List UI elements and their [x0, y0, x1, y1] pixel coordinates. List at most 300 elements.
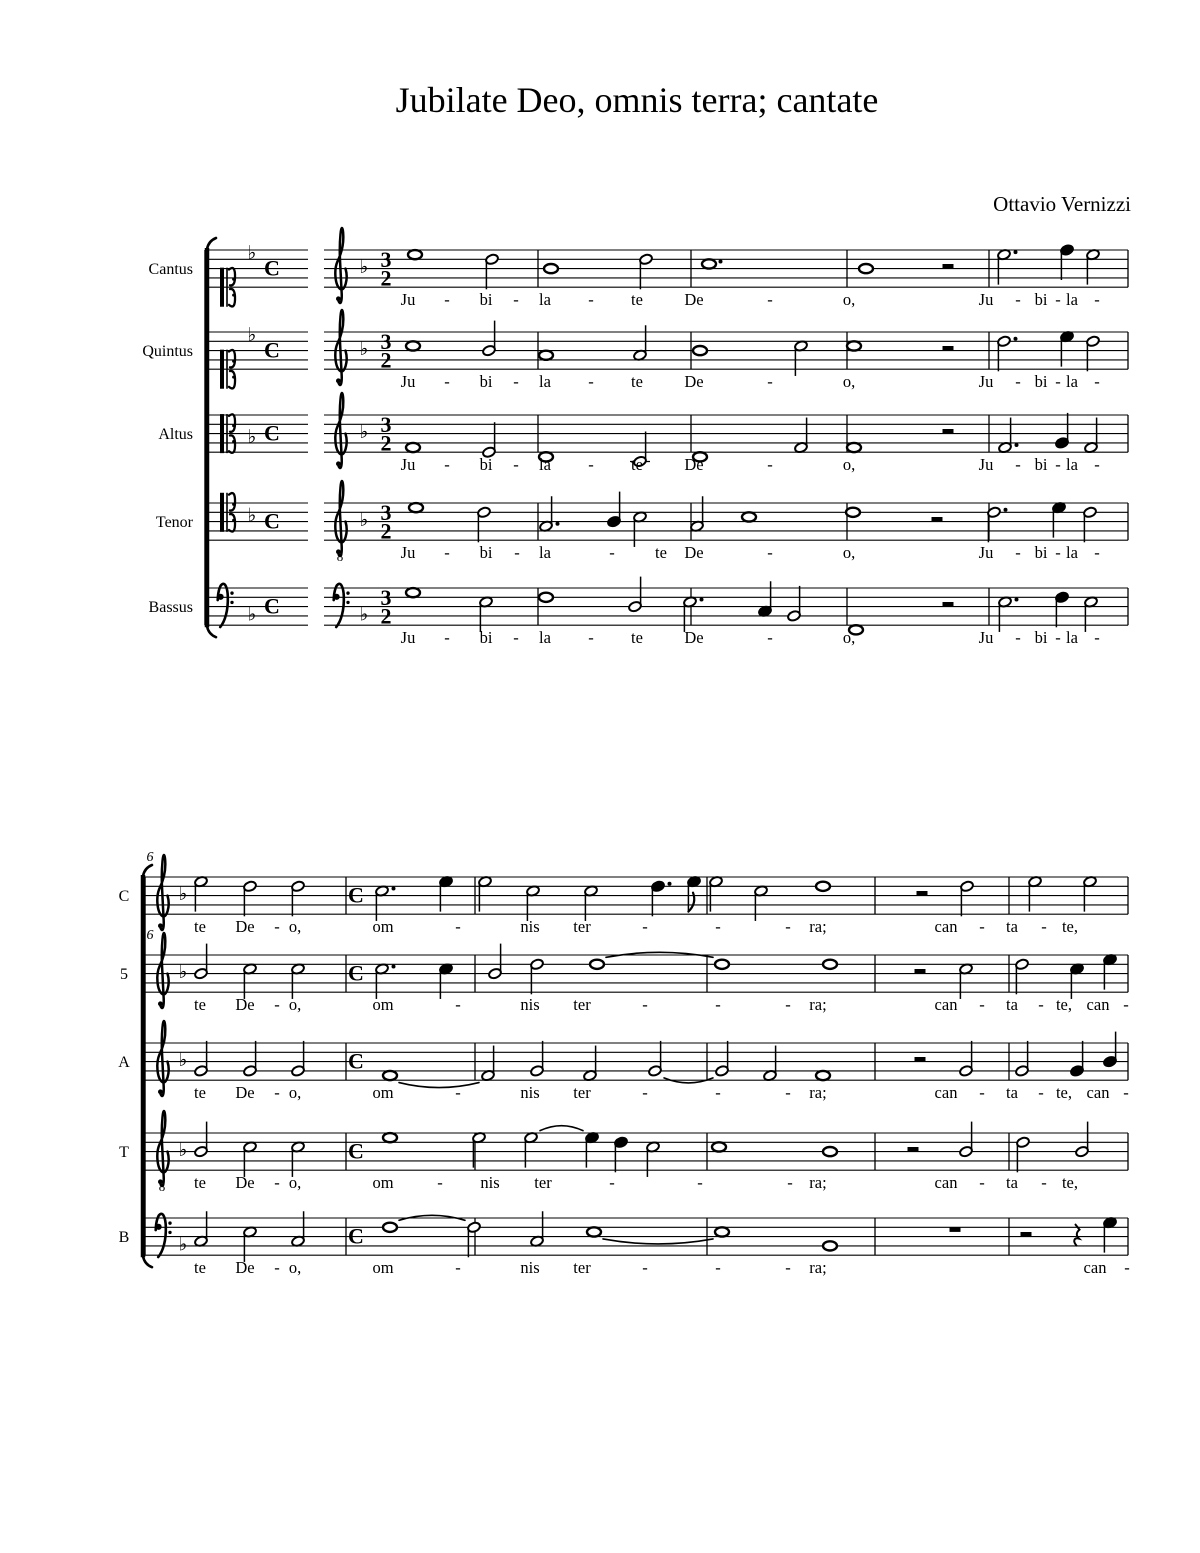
time-sig-numerator: 3	[380, 499, 392, 525]
common-time-sig: C	[348, 960, 364, 986]
augmentation-dot	[1015, 597, 1019, 601]
whole-note	[859, 264, 873, 273]
lyric-syllable: -	[1055, 290, 1061, 310]
lyric-syllable: ta	[1006, 995, 1018, 1015]
lyric-syllable: te	[631, 290, 643, 310]
treble-clef	[157, 1021, 168, 1096]
lyric-syllable: la	[539, 628, 551, 648]
flat-sign: ♭	[247, 425, 257, 448]
lyric-syllable: -	[1123, 1083, 1129, 1103]
lyric-syllable: -	[1124, 1258, 1130, 1278]
flat-sign: ♭	[359, 256, 369, 279]
whole-note	[847, 443, 861, 452]
half-rest	[943, 264, 954, 269]
lyric-syllable: -	[787, 1173, 793, 1193]
flat-sign: ♭	[178, 1139, 188, 1162]
system-bracket-hook	[207, 238, 216, 249]
lyric-syllable: De	[235, 917, 255, 937]
clef-octave-8: 8	[336, 549, 344, 565]
lyric-syllable: ta	[1006, 1083, 1018, 1103]
c-clef-dot	[232, 294, 235, 297]
lyric-syllable: -	[767, 290, 773, 310]
treble-clef-dot	[336, 461, 341, 466]
lyric-syllable: De	[684, 455, 704, 475]
lyric-syllable: -	[274, 1083, 280, 1103]
whole-note	[823, 1241, 837, 1250]
lyric-syllable: bi	[1034, 455, 1048, 475]
bass-clef-dot	[346, 601, 349, 604]
lyric-syllable: la	[1066, 628, 1078, 648]
c-clef-curl	[229, 350, 235, 367]
lyric-syllable: -	[979, 917, 985, 937]
lyric-syllable: De	[684, 290, 704, 310]
treble-clef-dot	[336, 296, 341, 301]
common-time-sig: C	[348, 882, 364, 908]
lyric-syllable: -	[979, 1083, 985, 1103]
lyric-syllable: -	[455, 1083, 461, 1103]
time-sig-numerator: 3	[380, 584, 392, 610]
lyric-syllable: -	[1094, 543, 1100, 563]
lyric-syllable: te	[631, 455, 643, 475]
whole-note	[539, 593, 553, 602]
lyric-syllable: -	[455, 1258, 461, 1278]
c-clef-curl	[229, 493, 235, 510]
lyric-syllable: -	[1038, 995, 1044, 1015]
lyric-syllable: De	[684, 628, 704, 648]
flat-sign: ♭	[247, 603, 257, 626]
system-bracket-hook	[207, 626, 216, 637]
lyric-syllable: bi	[479, 543, 493, 563]
treble-clef	[335, 393, 346, 468]
bass-clef	[218, 584, 228, 627]
staff-label-altus: Altus	[158, 426, 193, 444]
lyric-syllable: Ju	[400, 290, 416, 310]
treble-clef-dot	[158, 1001, 163, 1006]
lyric-syllable: te	[631, 372, 643, 392]
staff-label-c: C	[118, 888, 130, 906]
lyric-syllable: Ju	[978, 372, 994, 392]
lyric-syllable: te	[194, 1083, 206, 1103]
lyric-syllable: Ju	[400, 628, 416, 648]
lyric-syllable: nis	[520, 917, 540, 937]
lyric-syllable: -	[642, 1258, 648, 1278]
clef-octave-8: 8	[158, 1179, 166, 1195]
c-clef-curl	[229, 514, 235, 531]
common-time-sig: C	[264, 593, 280, 619]
lyric-syllable: -	[514, 543, 520, 563]
half-rest	[943, 429, 954, 434]
lyric-syllable: -	[979, 1173, 985, 1193]
lyric-syllable: De	[235, 1173, 255, 1193]
whole-note	[715, 1227, 729, 1236]
lyric-syllable: -	[1055, 628, 1061, 648]
half-rest	[943, 602, 954, 607]
lyric-syllable: -	[1055, 455, 1061, 475]
lyric-syllable: o,	[288, 1083, 302, 1103]
lyric-syllable: om	[372, 1258, 394, 1278]
lyric-syllable: -	[609, 1173, 615, 1193]
lyric-syllable: -	[767, 455, 773, 475]
tie-slur	[603, 1239, 713, 1244]
time-sig-numerator: 3	[380, 328, 392, 354]
lyric-syllable: ra;	[809, 1258, 827, 1278]
whole-note	[816, 1071, 830, 1080]
lyric-syllable: -	[642, 917, 648, 937]
staff-label-5: 5	[120, 966, 128, 984]
lyric-syllable: om	[372, 1173, 394, 1193]
time-sig-numerator: 3	[380, 246, 392, 272]
lyric-syllable: can	[1086, 1083, 1110, 1103]
lyric-syllable: nis	[520, 1258, 540, 1278]
treble-clef	[157, 933, 168, 1008]
lyric-syllable: la	[1066, 372, 1078, 392]
lyric-syllable: -	[715, 1083, 721, 1103]
whole-note	[742, 512, 756, 521]
lyric-syllable: o,	[842, 455, 856, 475]
lyric-syllable: can	[934, 1173, 958, 1193]
time-sig-denominator: 2	[380, 265, 392, 291]
half-rest	[908, 1147, 919, 1152]
measure-number: 6	[146, 928, 154, 943]
lyric-syllable: -	[785, 1258, 791, 1278]
lyric-syllable: -	[1015, 290, 1021, 310]
time-sig-denominator: 2	[380, 347, 392, 373]
staff-label-tenor: Tenor	[155, 514, 193, 532]
treble-clef	[157, 855, 168, 930]
time-sig-denominator: 2	[380, 603, 392, 629]
common-time-sig: C	[264, 255, 280, 281]
lyric-syllable: Ju	[978, 628, 994, 648]
lyric-syllable: om	[372, 995, 394, 1015]
lyric-syllable: -	[513, 290, 519, 310]
lyric-syllable: Ju	[978, 455, 994, 475]
staff-label-quintus: Quintus	[142, 343, 193, 361]
lyric-syllable: De	[235, 1258, 255, 1278]
treble-clef-dot	[158, 923, 163, 928]
lyric-syllable: te	[631, 628, 643, 648]
lyric-syllable: o,	[842, 543, 856, 563]
c-clef-dot	[232, 278, 235, 281]
lyric-syllable: ta	[1006, 917, 1018, 937]
whole-note	[702, 259, 716, 268]
half-rest	[1021, 1232, 1032, 1237]
lyric-syllable: -	[444, 628, 450, 648]
staff-label-bassus: Bassus	[148, 599, 193, 617]
lyric-syllable: -	[588, 372, 594, 392]
c-clef-dot	[232, 519, 235, 522]
score-content	[118, 228, 1130, 1277]
lyric-syllable: la	[539, 543, 551, 563]
lyric-syllable: om	[372, 917, 394, 937]
bass-clef-dot	[230, 591, 233, 594]
lyric-syllable: -	[979, 995, 985, 1015]
lyric-syllable: De	[684, 543, 704, 563]
lyric-syllable: bi	[1034, 372, 1048, 392]
lyric-syllable: -	[513, 455, 519, 475]
piece-title: Jubilate Deo, omnis terra; cantate	[395, 80, 879, 120]
augmentation-dot	[1014, 337, 1018, 341]
augmentation-dot	[1004, 508, 1008, 512]
lyric-syllable: -	[274, 1258, 280, 1278]
common-time-sig: C	[264, 420, 280, 446]
composer-name: Ottavio Vernizzi	[993, 192, 1131, 216]
lyric-syllable: la	[1066, 290, 1078, 310]
flat-sign: ♭	[178, 1233, 188, 1256]
lyric-syllable: te	[194, 1258, 206, 1278]
bass-clef-dot	[168, 1221, 171, 1224]
lyric-syllable: -	[767, 372, 773, 392]
half-rest	[915, 969, 926, 974]
augmentation-dot	[1015, 443, 1019, 447]
lyric-syllable: -	[1094, 628, 1100, 648]
lyric-syllable: te	[194, 1173, 206, 1193]
flat-sign: ♭	[178, 883, 188, 906]
treble-clef	[335, 310, 346, 385]
lyric-syllable: De	[235, 995, 255, 1015]
whole-note	[693, 346, 707, 355]
lyric-syllable: can	[1086, 995, 1110, 1015]
time-sig-denominator: 2	[380, 430, 392, 456]
lyric-syllable: ter	[573, 917, 591, 937]
lyric-syllable: -	[642, 995, 648, 1015]
lyric-syllable: Ju	[978, 543, 994, 563]
lyric-syllable: te	[194, 995, 206, 1015]
lyric-syllable: te	[194, 917, 206, 937]
lyric-syllable: te,	[1055, 1083, 1073, 1103]
c-clef-curl	[229, 371, 235, 388]
lyric-syllable: bi	[479, 628, 493, 648]
lyric-syllable: la	[1066, 543, 1078, 563]
lyric-syllable: ra;	[809, 1173, 827, 1193]
common-time-sig: C	[348, 1048, 364, 1074]
lyric-syllable: -	[609, 543, 615, 563]
lyric-syllable: ter	[573, 1083, 591, 1103]
whole-note	[590, 960, 604, 969]
lyric-syllable: Ju	[400, 372, 416, 392]
lyric-syllable: Ju	[978, 290, 994, 310]
lyric-syllable: ta	[1006, 1173, 1018, 1193]
lyric-syllable: la	[539, 455, 551, 475]
lyric-syllable: can	[934, 917, 958, 937]
flat-sign: ♭	[247, 324, 257, 347]
lyric-syllable: -	[642, 1083, 648, 1103]
lyric-syllable: la	[539, 372, 551, 392]
common-time-sig: C	[348, 1223, 364, 1249]
staff-label-a: A	[118, 1054, 130, 1072]
whole-note	[406, 588, 420, 597]
lyric-syllable: -	[1123, 995, 1129, 1015]
lyric-syllable: -	[588, 455, 594, 475]
treble-clef-dot	[158, 1089, 163, 1094]
whole-note	[544, 264, 558, 273]
lyric-syllable: -	[715, 1258, 721, 1278]
bass-clef-dot	[230, 601, 233, 604]
lyric-syllable: ter	[573, 1258, 591, 1278]
bass-clef-dot	[346, 591, 349, 594]
staff-label-t: T	[119, 1144, 129, 1162]
lyric-syllable: -	[1015, 628, 1021, 648]
lyric-syllable: -	[767, 543, 773, 563]
lyric-syllable: -	[455, 995, 461, 1015]
augmentation-dot	[392, 886, 396, 890]
whole-note	[383, 1133, 397, 1142]
lyric-syllable: -	[274, 917, 280, 937]
c-clef-curl	[229, 435, 235, 452]
treble-clef	[335, 481, 346, 556]
flat-sign: ♭	[178, 1049, 188, 1072]
lyric-syllable: -	[588, 290, 594, 310]
c-clef-dot	[232, 424, 235, 427]
lyric-syllable: -	[715, 995, 721, 1015]
lyric-syllable: -	[437, 1173, 443, 1193]
measure-number: 6	[146, 850, 154, 865]
whole-note	[383, 1071, 397, 1080]
system-bracket-hook	[143, 1256, 152, 1267]
c-clef-curl	[229, 414, 235, 431]
common-time-sig: C	[264, 508, 280, 534]
lyric-syllable: -	[513, 372, 519, 392]
tie-slur	[540, 1126, 583, 1131]
augmentation-dot	[556, 522, 560, 526]
lyric-syllable: o,	[288, 995, 302, 1015]
lyric-syllable: -	[767, 628, 773, 648]
lyric-syllable: bi	[479, 290, 493, 310]
lyric-syllable: te,	[1061, 917, 1079, 937]
lyric-syllable: -	[274, 995, 280, 1015]
c-clef-dot	[232, 503, 235, 506]
augmentation-dot	[392, 964, 396, 968]
bass-clef-dot	[168, 1231, 171, 1234]
lyric-syllable: -	[785, 995, 791, 1015]
lyric-syllable: can	[934, 1083, 958, 1103]
flat-sign: ♭	[247, 504, 257, 527]
whole-note	[383, 1223, 397, 1232]
whole-note	[823, 960, 837, 969]
augmentation-dot	[668, 882, 672, 886]
flat-sign: ♭	[247, 242, 257, 265]
lyric-syllable: -	[1015, 372, 1021, 392]
lyric-syllable: o,	[842, 628, 856, 648]
flat-sign: ♭	[359, 603, 369, 626]
lyric-syllable: bi	[479, 455, 493, 475]
treble-clef-dot	[336, 378, 341, 383]
half-rest	[915, 1057, 926, 1062]
lyric-syllable: te,	[1061, 1173, 1079, 1193]
whole-note	[847, 341, 861, 350]
lyric-syllable: -	[785, 1083, 791, 1103]
whole-note	[587, 1227, 601, 1236]
tie-slur	[399, 1083, 479, 1088]
lyric-syllable: -	[455, 917, 461, 937]
lyric-syllable: ra;	[809, 1083, 827, 1103]
lyric-syllable: -	[697, 1173, 703, 1193]
augmentation-dot	[1014, 250, 1018, 254]
half-rest	[917, 891, 928, 896]
lyric-syllable: ter	[534, 1173, 552, 1193]
lyric-syllable: Ju	[400, 455, 416, 475]
augmentation-dot	[700, 597, 704, 601]
lyric-syllable: -	[444, 543, 450, 563]
lyric-syllable: la	[539, 290, 551, 310]
augmentation-dot	[719, 259, 723, 263]
c-clef-dot	[232, 440, 235, 443]
lyric-syllable: can	[1083, 1258, 1107, 1278]
lyric-syllable: te,	[1055, 995, 1073, 1015]
whole-note	[846, 508, 860, 517]
treble-clef	[335, 228, 346, 303]
flat-sign: ♭	[178, 961, 188, 984]
c-clef-dot	[232, 376, 235, 379]
lyric-syllable: o,	[842, 290, 856, 310]
whole-note	[539, 351, 553, 360]
half-rest	[943, 346, 954, 351]
lyric-syllable: bi	[1034, 543, 1048, 563]
c-clef-curl	[229, 289, 235, 306]
whole-note	[406, 443, 420, 452]
lyric-syllable: o,	[288, 1258, 302, 1278]
lyric-syllable: -	[1094, 455, 1100, 475]
lyric-syllable: -	[444, 372, 450, 392]
lyric-syllable: -	[513, 628, 519, 648]
c-clef-dot	[232, 360, 235, 363]
staff-label-cantus: Cantus	[148, 261, 193, 279]
whole-note	[712, 1142, 726, 1151]
lyric-syllable: te	[655, 543, 667, 563]
lyric-syllable: o,	[288, 917, 302, 937]
lyric-syllable: ra;	[809, 917, 827, 937]
lyric-syllable: ter	[573, 995, 591, 1015]
lyric-syllable: can	[934, 995, 958, 1015]
c-clef-curl	[229, 268, 235, 285]
lyric-syllable: la	[1066, 455, 1078, 475]
common-time-sig: C	[264, 337, 280, 363]
lyric-syllable: -	[444, 455, 450, 475]
lyric-syllable: De	[684, 372, 704, 392]
time-sig-numerator: 3	[380, 411, 392, 437]
lyric-syllable: -	[1055, 372, 1061, 392]
lyric-syllable: -	[1094, 290, 1100, 310]
lyric-syllable: -	[444, 290, 450, 310]
bass-clef	[334, 584, 344, 627]
lyric-syllable: De	[235, 1083, 255, 1103]
lyric-syllable: o,	[288, 1173, 302, 1193]
lyric-syllable: -	[715, 917, 721, 937]
bass-clef	[156, 1214, 166, 1257]
flat-sign: ♭	[359, 509, 369, 532]
lyric-syllable: -	[1094, 372, 1100, 392]
flat-sign: ♭	[359, 338, 369, 361]
lyric-syllable: bi	[479, 372, 493, 392]
lyric-syllable: nis	[520, 995, 540, 1015]
whole-note	[823, 1147, 837, 1156]
lyric-syllable: -	[1015, 543, 1021, 563]
lyric-syllable: bi	[1034, 628, 1048, 648]
lyric-syllable: -	[588, 628, 594, 648]
whole-note	[406, 341, 420, 350]
lyric-syllable: ra;	[809, 995, 827, 1015]
treble-clef	[157, 1111, 168, 1186]
lyric-syllable: nis	[480, 1173, 500, 1193]
system-bracket-hook	[143, 865, 152, 876]
lyric-syllable: -	[785, 917, 791, 937]
whole-rest	[950, 1227, 961, 1232]
half-rest	[932, 517, 943, 522]
lyric-syllable: bi	[1034, 290, 1048, 310]
lyric-syllable: -	[1055, 543, 1061, 563]
staff-label-b: B	[118, 1229, 130, 1247]
whole-note	[409, 503, 423, 512]
whole-note	[816, 882, 830, 891]
